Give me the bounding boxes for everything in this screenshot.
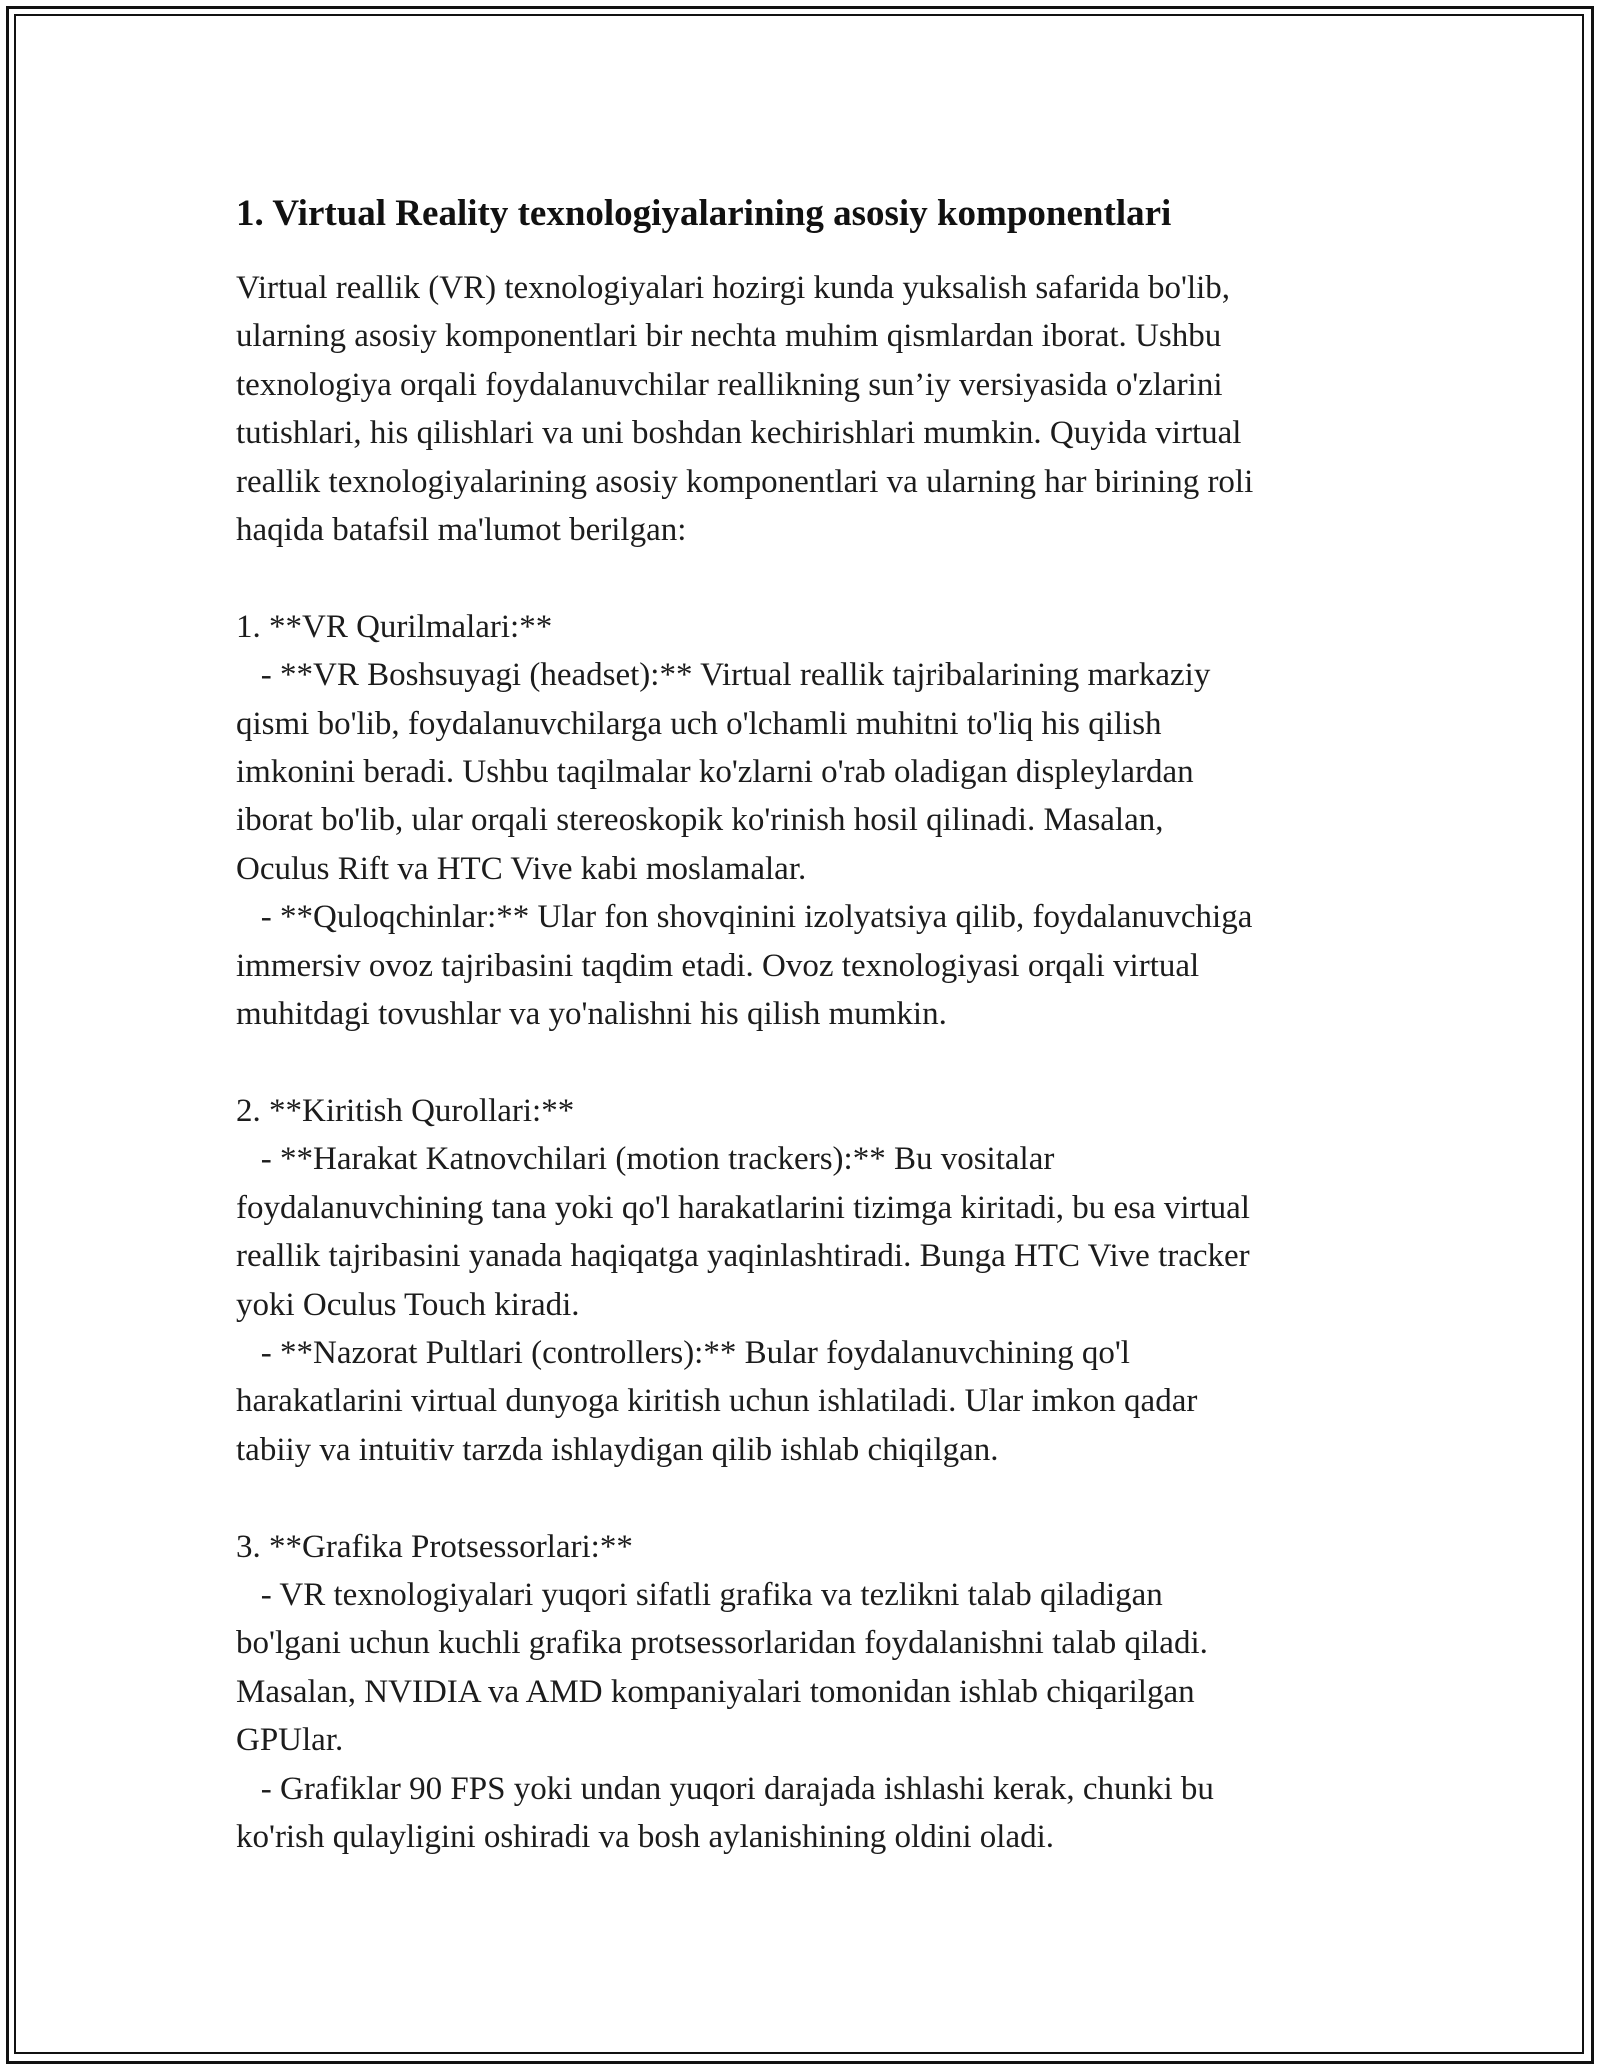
section-heading: 1. Virtual Reality texnologiyalarining asosiy komponentlari <box>236 193 1172 234</box>
section-body: Virtual reallik (VR) texnologiyalari hozirgi kunda yuksalish safarida bo'lib, ularning asosiy komponentlari bir nechta muhim qismlardan iborat. Ushbu texnologiya orqali foydalanuvchilar reallikning sun’iy versiyasida o'zlarini tutishlari, his qilishlari va uni boshdan kechirishlari mumkin. Quyida virtual reallik texnologiyalarining asosiy komponentlari va ularning har birining roli haqida batafsil ma'lumot berilgan: 1. **VR Qurilmalari:** - **VR Boshsuyagi (headset):** Virtual reallik tajribalarining markaziy qismi bo'lib, foydalanuvchilarga uch o'lchamli muhitni to'liq his qilish imkonini beradi. Ushbu taqilmalar ko'zlarni o'rab oladigan displeylardan iborat bo'lib, ular orqali stereoskopik ko'rinish hosil qilinadi. Masalan, Oculus Rift va HTC Vive kabi moslamalar. - **Quloqchinlar:** Ular fon shovqinini izolyatsiya qilib, foydalanuvchiga immersiv ovoz tajribasini taqdim etadi. Ovoz texnologiyasi orqali virtual muhitdagi tovushlar va yo'nalishni his qilish mumkin. 2. **Kiritish Qurollari:** - **Harakat Katnovchilari (motion trackers):** Bu vositalar foydalanuvchining tana yoki qo'l harakatlarini tizimga kiritadi, bu esa virtual reallik tajribasini yanada haqiqatga yaqinlashtiradi. Bunga HTC Vive tracker yoki Oculus Touch kiradi. - **Nazorat Pultlari (controllers):** Bular foydalanuvchining qo'l harakatlarini virtual dunyoga kiritish uchun ishlatiladi. Ular imkon qadar tabiiy va intuitiv tarzda ishlaydigan qilib ishlab chiqilgan. 3. **Grafika Protsessorlari:** - VR texnologiyalari yuqori sifatli grafika va tezlikni talab qiladigan bo'lgani uchun kuchli grafika protsessorlaridan foydalanishni talab qiladi. Masalan, NVIDIA va AMD kompaniyalari tomonidan ishlab chiqarilgan GPUlar. - Grafiklar 90 FPS yoki undan yuqori darajada ishlashi kerak, chunki bu ko'rish qulayligini oshiradi va bosh aylanishining oldini oladi. <box>236 270 1254 1855</box>
document-content <box>236 188 1386 1861</box>
